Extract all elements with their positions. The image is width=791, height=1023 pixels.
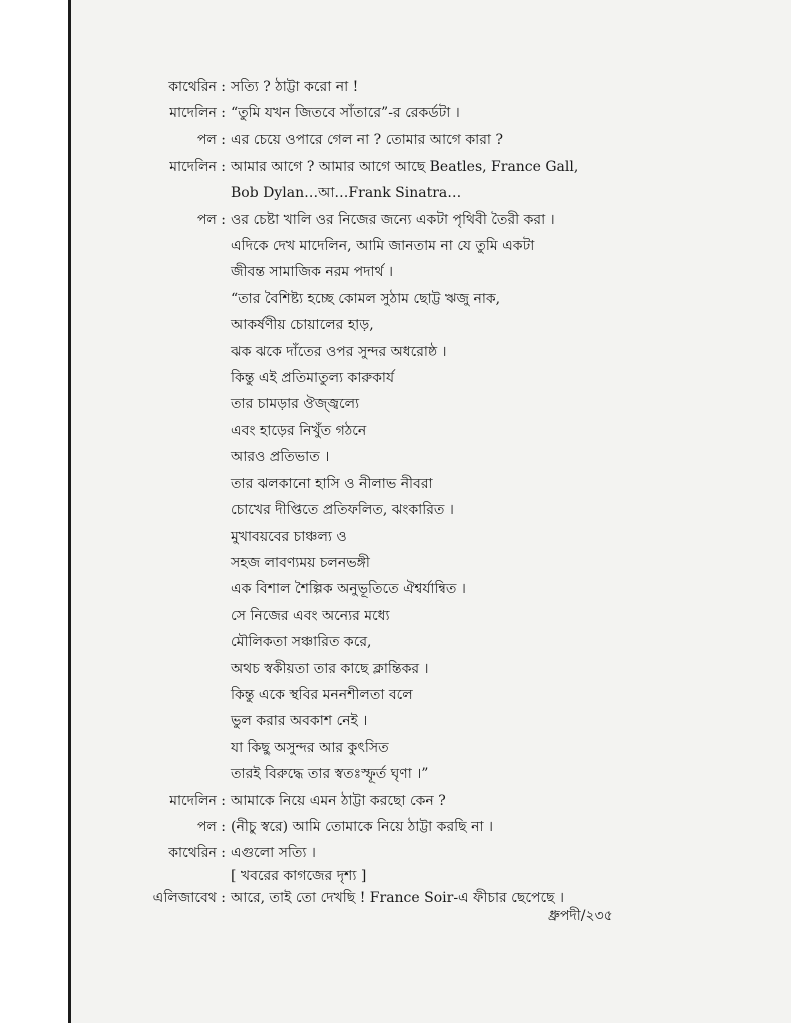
line-text: অথচ স্বকীয়তা তার কাছে ক্লান্তিকর । xyxy=(231,661,429,677)
line-text: এগুলো সত্যি । xyxy=(231,845,316,861)
line-text: চোখের দীপ্তিতে প্রতিফলিত, ঝংকারিত । xyxy=(231,502,454,518)
line-text: ঝক ঝকে দাঁতের ওপর সুন্দর অধরোষ্ঠ । xyxy=(231,344,447,360)
speaker: এলিজাবেথ : xyxy=(152,890,226,906)
line-text: আকর্ষণীয় চোয়ালের হাড়, xyxy=(231,317,374,333)
line-text: মৌলিকতা সঞ্চারিত করে, xyxy=(231,634,372,650)
line-text: Bob Dylan…আ…Frank Sinatra… xyxy=(231,185,462,201)
speaker: পল : xyxy=(196,212,226,228)
line-text: মুখাবয়বের চাঞ্চল্য ও xyxy=(231,529,347,545)
speaker: কাথেরিন : xyxy=(168,79,226,95)
line-text: আরে, তাই তো দেখছি ! France Soir-এ ফীচার ছেপেছে । xyxy=(231,890,565,906)
line-text: আমার আগে ? আমার আগে আছে Beatles, France Gall, xyxy=(231,159,579,175)
speaker: পল : xyxy=(196,132,226,148)
line-text: এর চেয়ে ওপারে গেল না ? তোমার আগে কারা ? xyxy=(231,132,503,148)
line-text: (নীচু স্বরে) আমি তোমাকে নিয়ে ঠাট্টা করছি না । xyxy=(231,819,493,835)
line-text: আরও প্রতিভাত । xyxy=(231,449,330,465)
page-number: ধ্রুপদী/২৩৫ xyxy=(548,908,613,924)
line-text: এক বিশাল শৈল্পিক অনুভূতিতে ঐশ্বর্যান্বিত । xyxy=(231,581,466,597)
book-spine xyxy=(0,0,70,1023)
line-text: এবং হাড়ের নিখুঁত গঠনে xyxy=(231,423,367,439)
line-text: [ খবরের কাগজের দৃশ্য ] xyxy=(231,868,367,884)
speaker: পল : xyxy=(196,819,226,835)
speaker: মাদেলিন : xyxy=(169,105,226,121)
line-text: আমাকে নিয়ে এমন ঠাট্টা করছো কেন ? xyxy=(231,793,446,809)
speaker: মাদেলিন : xyxy=(169,159,226,175)
line-text: যা কিছু অসুন্দর আর কুৎসিত xyxy=(231,740,389,756)
line-text: সহজ লাবণ্যময় চলনভঙ্গী xyxy=(231,555,370,571)
line-text: ওর চেষ্টা খালি ওর নিজের জন্যে একটা পৃথিবী তৈরী করা । xyxy=(231,212,555,228)
line-text: জীবন্ত সামাজিক নরম পদার্থ । xyxy=(231,264,394,280)
line-text: কিন্তু একে স্থবির মননশীলতা বলে xyxy=(231,687,413,703)
line-text: তারই বিরুদ্ধে তার স্বতঃস্ফূর্ত ঘৃণা ।” xyxy=(231,766,429,782)
line-text: “তার বৈশিষ্ট্য হচ্ছে কোমল সুঠাম ছোট্ট ঋজু নাক, xyxy=(231,291,501,307)
line-text: তার চামড়ার ঔজ্জ্বল্যে xyxy=(231,396,360,412)
line-text: “তুমি যখন জিতবে সাঁতারে”-র রেকর্ডটা । xyxy=(231,105,460,121)
speaker: মাদেলিন : xyxy=(169,793,226,809)
line-text: ভুল করার অবকাশ নেই । xyxy=(231,713,368,729)
line-text: সে নিজের এবং অন্যের মধ্যে xyxy=(231,608,390,624)
line-text: কিন্তু এই প্রতিমাতুল্য কারুকার্য xyxy=(231,370,395,386)
line-text: সত্যি ? ঠাট্টা করো না ! xyxy=(231,79,359,95)
line-text: তার ঝলকানো হাসি ও নীলাভ নীবরা xyxy=(231,476,433,492)
speaker: কাথেরিন : xyxy=(168,845,226,861)
line-text: এদিকে দেখ মাদেলিন, আমি জানতাম না যে তুমি একটা xyxy=(231,238,535,254)
